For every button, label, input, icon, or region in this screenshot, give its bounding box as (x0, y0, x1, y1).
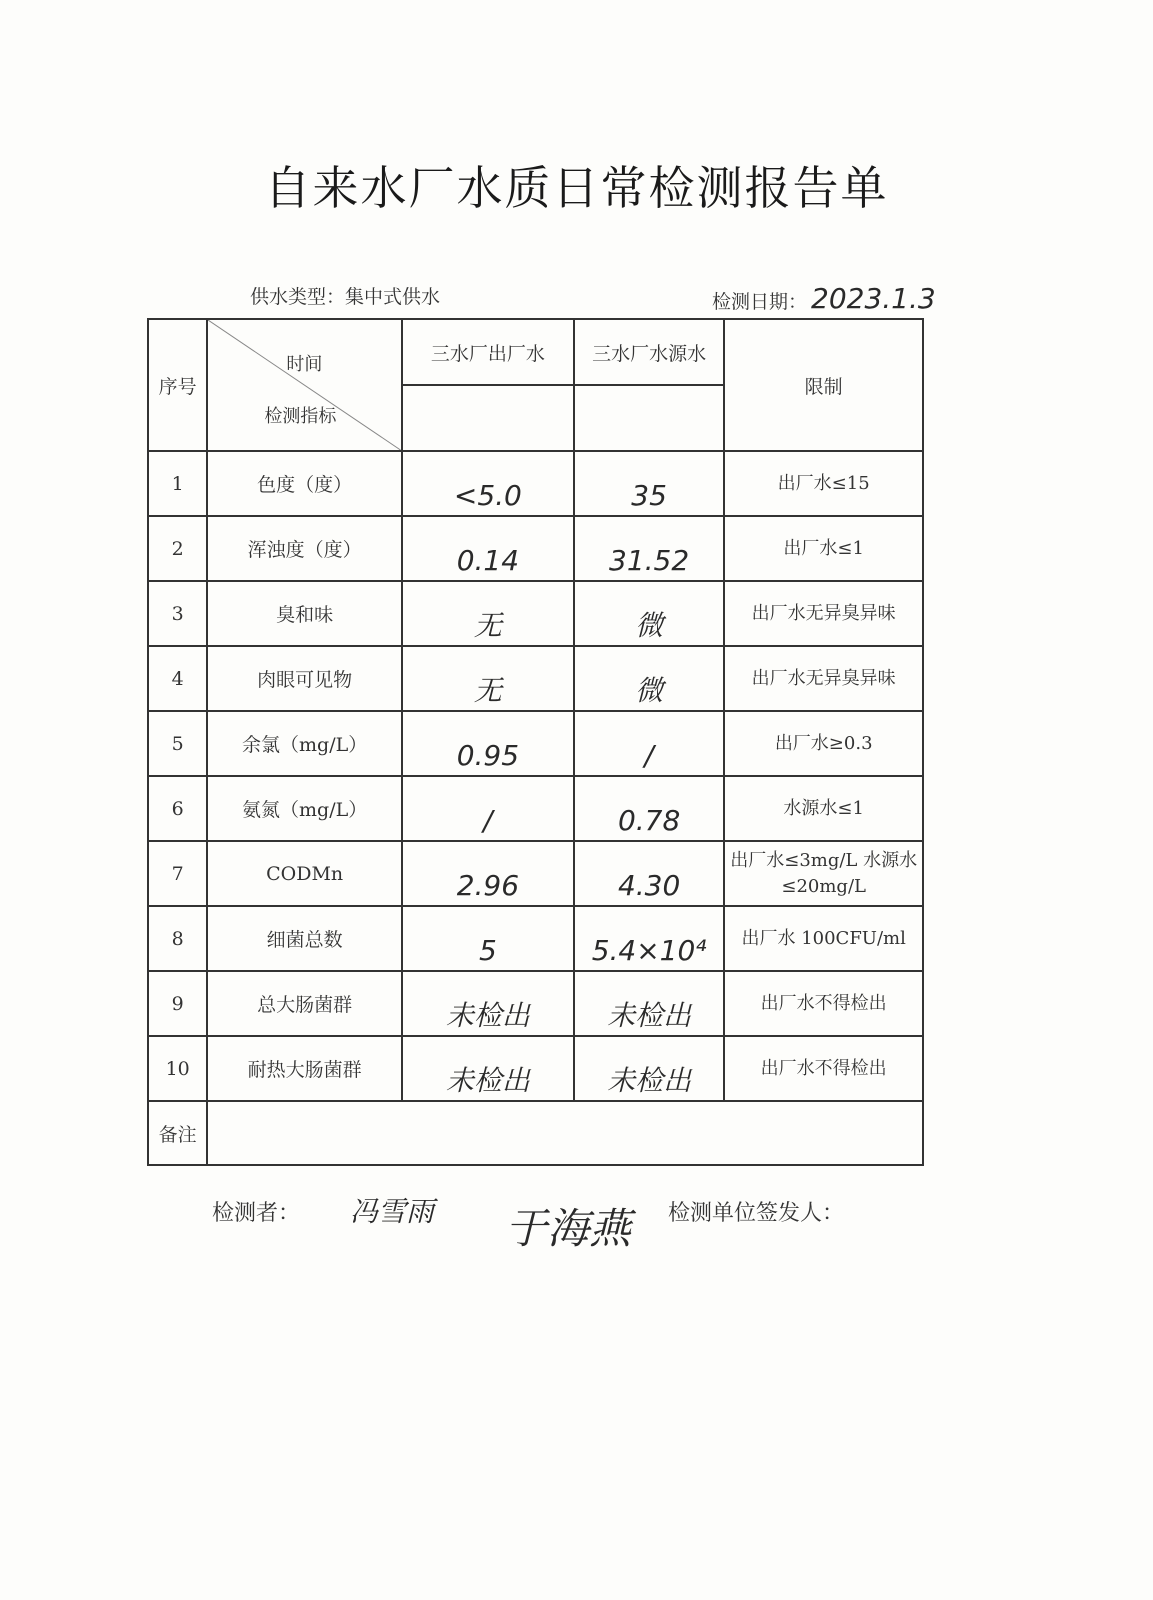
limit-cell (724, 451, 923, 516)
table-row (148, 906, 923, 971)
indicator-name-cell (207, 516, 402, 581)
plant-out-value-cell (402, 776, 574, 841)
table-row (148, 841, 923, 906)
row-number: 4 (171, 667, 184, 690)
table-row (148, 711, 923, 776)
limit: 出厂水≥0.3 (774, 732, 873, 754)
limit-cell (724, 581, 923, 646)
row-number-cell (148, 711, 207, 776)
limit: 出厂水无异臭异味 (751, 602, 896, 624)
table-row (148, 776, 923, 841)
plant-out-value-cell (402, 906, 574, 971)
plant-out-value: <5.0 (453, 478, 522, 512)
plant-src-value: 4.30 (617, 868, 681, 902)
plant-out-value-cell (402, 971, 574, 1036)
plant-src-value-cell (574, 906, 724, 971)
plant-out-value: / (483, 803, 493, 837)
limit-cell (724, 1036, 923, 1101)
report-title: 自来水厂水质日常检测报告单 (264, 161, 889, 215)
tester-signature: 冯雪雨 (350, 1195, 435, 1228)
row-number: 10 (165, 1057, 190, 1080)
indicator-name: 耐热大肠菌群 (247, 1059, 362, 1081)
row-number-cell (148, 906, 207, 971)
plant-src-value-cell (574, 581, 724, 646)
limit-cell (724, 646, 923, 711)
limit: 出厂水 100CFU/ml (741, 927, 906, 949)
row-number: 7 (171, 862, 184, 885)
indicator-name: 细菌总数 (266, 929, 343, 951)
plant-out-value-cell (402, 711, 574, 776)
header-row (148, 319, 923, 385)
plant-src-value: 未检出 (607, 1063, 692, 1097)
indicator-name-cell (207, 971, 402, 1036)
plant-src-value-cell (574, 776, 724, 841)
plant-src-value: 35 (631, 478, 667, 512)
row-number-cell (148, 516, 207, 581)
test-date (712, 282, 936, 315)
test-date-value: 2023.1.3 (811, 282, 936, 315)
table-row (148, 646, 923, 711)
plant-out-value: 无 (473, 608, 502, 642)
limit: 出厂水≤3mg/L 水源水≤20mg/L (730, 850, 918, 897)
plant-src-value: 微 (635, 608, 664, 642)
row-number: 2 (171, 537, 184, 560)
indicator-name: 肉眼可见物 (257, 669, 353, 691)
plant-src-value-cell (574, 451, 724, 516)
seq-header: 序号 (148, 319, 207, 451)
row-number: 3 (171, 602, 184, 625)
plant-out-value-cell (402, 581, 574, 646)
limit: 出厂水≤15 (777, 472, 870, 494)
plant-out-value: 5 (478, 933, 497, 967)
plant-src-value: 5.4×10⁴ (591, 933, 707, 967)
limit: 出厂水不得检出 (760, 1057, 887, 1079)
report-table (147, 318, 924, 1166)
plant-out-value-cell (402, 451, 574, 516)
note-row (148, 1101, 923, 1165)
indicator-name-cell (207, 841, 402, 906)
limit-header: 限制 (724, 319, 923, 451)
plant-out-value: 0.14 (456, 543, 520, 577)
tester-label: 检测者： (212, 1201, 301, 1226)
plant-out-time-cell (402, 385, 574, 451)
table-row (148, 1036, 923, 1101)
row-number: 8 (171, 927, 184, 950)
indicator-name: 色度（度） (257, 474, 353, 496)
indicator-name-cell (207, 451, 402, 516)
limit-cell (724, 841, 923, 906)
plant-src-value-cell (574, 971, 724, 1036)
row-number-cell (148, 1036, 207, 1101)
indicator-name: 浑浊度（度） (247, 539, 362, 561)
supply-type: 供水类型：集中式供水 (250, 286, 441, 308)
note-label: 备注 (148, 1101, 207, 1165)
row-number-cell (148, 646, 207, 711)
row-number: 5 (171, 732, 184, 755)
table-row (148, 581, 923, 646)
diagonal-line (208, 320, 401, 450)
limit-cell (724, 906, 923, 971)
limit-cell (724, 516, 923, 581)
table-row (148, 516, 923, 581)
plant-out-value-cell (402, 1036, 574, 1101)
indicator-name-cell (207, 906, 402, 971)
plant-src-value: 0.78 (617, 803, 681, 837)
test-date-label: 检测日期： (712, 291, 808, 313)
plant-src-time-cell (574, 385, 724, 451)
plant-out-value: 0.95 (456, 738, 520, 772)
indicator-name-cell (207, 776, 402, 841)
indicator-name-cell (207, 1036, 402, 1101)
plant-src-value-cell (574, 646, 724, 711)
limit: 出厂水≤1 (783, 537, 864, 559)
indicator-name: CODMn (266, 862, 344, 885)
plant-out-value: 无 (473, 673, 502, 707)
issuer-signature: 于海燕 (505, 1204, 632, 1253)
plant-out-value: 未检出 (445, 1063, 530, 1097)
issuer-label: 检测单位签发人： (668, 1201, 845, 1226)
row-number: 1 (171, 472, 184, 495)
row-number-cell (148, 581, 207, 646)
limit-cell (724, 971, 923, 1036)
limit-cell (724, 776, 923, 841)
plant-out-value-cell (402, 516, 574, 581)
indicator-name-cell (207, 581, 402, 646)
row-number: 6 (171, 797, 184, 820)
row-number-cell (148, 971, 207, 1036)
plant-src-value-cell (574, 711, 724, 776)
indicator-header: 检测指标 (264, 406, 337, 427)
indicator-name-cell (207, 711, 402, 776)
indicator-name: 氨氮（mg/L） (242, 799, 368, 821)
diagonal-header (207, 319, 402, 451)
plant-out-value-cell (402, 841, 574, 906)
table-row (148, 971, 923, 1036)
plant-src-value-cell (574, 1036, 724, 1101)
indicator-name: 余氯（mg/L） (242, 734, 368, 756)
indicator-name-cell (207, 646, 402, 711)
limit-cell (724, 711, 923, 776)
indicator-name: 总大肠菌群 (257, 994, 353, 1016)
plant-src-header: 三水厂水源水 (574, 319, 724, 385)
plant-out-value-cell (402, 646, 574, 711)
plant-out-header: 三水厂出厂水 (402, 319, 574, 385)
plant-src-value-cell (574, 841, 724, 906)
row-number-cell (148, 451, 207, 516)
plant-src-value-cell (574, 516, 724, 581)
plant-out-value: 2.96 (456, 868, 520, 902)
limit: 出厂水无异臭异味 (751, 667, 896, 689)
limit: 水源水≤1 (783, 797, 864, 819)
row-number-cell (148, 776, 207, 841)
row-number: 9 (171, 992, 184, 1015)
plant-out-value: 未检出 (445, 998, 530, 1032)
table-row (148, 451, 923, 516)
plant-src-value: 未检出 (607, 998, 692, 1032)
plant-src-value: 31.52 (609, 543, 690, 577)
limit: 出厂水不得检出 (760, 992, 887, 1014)
time-header: 时间 (286, 354, 323, 375)
plant-src-value: 微 (635, 673, 664, 707)
row-number-cell (148, 841, 207, 906)
indicator-name: 臭和味 (276, 604, 334, 626)
plant-src-value: / (644, 738, 654, 772)
note-content (207, 1101, 923, 1165)
